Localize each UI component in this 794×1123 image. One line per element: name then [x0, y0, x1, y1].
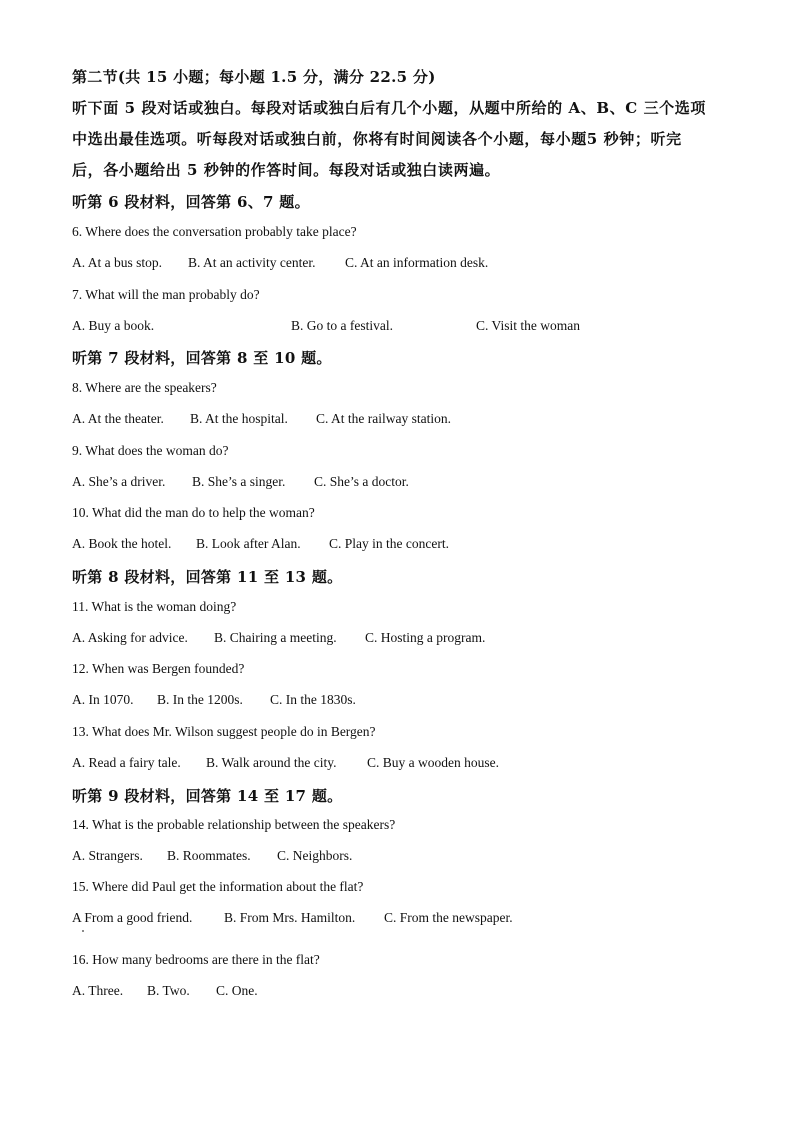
- option-6-c: C. At an information desk.: [345, 255, 489, 270]
- option-9-b: B. She’s a singer.: [192, 474, 286, 489]
- question-9: 9. What does the woman do?: [72, 443, 229, 458]
- instruction-line-1: 听下面 5 段对话或独白。每段对话或独白后有几个小题，从题中所给的 A、B、C 三个选项: [72, 99, 706, 117]
- option-8-b: B. At the hospital.: [190, 411, 288, 426]
- option-8-a: A. At the theater.: [72, 411, 164, 426]
- question-8: 8. Where are the speakers?: [72, 380, 217, 395]
- question-13: 13. What does Mr. Wilson suggest people do in Bergen?: [72, 724, 376, 739]
- group-heading-9: 听第 9 段材料，回答第 14 至 17 题。: [72, 787, 343, 805]
- question-6: 6. Where does the conversation probably take place?: [72, 224, 357, 239]
- option-15-b: B. From Mrs. Hamilton.: [224, 910, 356, 925]
- question-12: 12. When was Bergen founded?: [72, 661, 245, 676]
- question-16: 16. How many bedrooms are there in the flat?: [72, 952, 320, 967]
- instruction-line-3: 后，各小题给出 5 秒钟的作答时间。每段对话或独白读两遍。: [72, 161, 501, 179]
- option-13-b: B. Walk around the city.: [206, 755, 337, 770]
- option-12-b: B. In the 1200s.: [157, 692, 243, 707]
- option-14-a: A. Strangers.: [72, 848, 143, 863]
- option-9-c: C. She’s a doctor.: [314, 474, 409, 489]
- option-7-b: B. Go to a festival.: [291, 318, 393, 333]
- option-16-c: C. One.: [216, 983, 258, 998]
- stray-dot: [82, 930, 84, 932]
- instruction-line-2: 中选出最佳选项。听每段对话或独白前，你将有时间阅读各个小题，每小题5 秒钟；听完: [72, 130, 682, 148]
- option-13-c: C. Buy a wooden house.: [367, 755, 499, 770]
- question-10: 10. What did the man do to help the woman?: [72, 505, 315, 520]
- option-9-a: A. She’s a driver.: [72, 474, 166, 489]
- option-16-b: B. Two.: [147, 983, 190, 998]
- option-16-a: A. Three.: [72, 983, 124, 998]
- question-15: 15. Where did Paul get the information about the flat?: [72, 879, 364, 894]
- question-7: 7. What will the man probably do?: [72, 287, 260, 302]
- section-title: 第二节(共 15 小题；每小题 1.5 分，满分 22.5 分): [72, 68, 436, 86]
- option-14-c: C. Neighbors.: [277, 848, 353, 863]
- option-15-a: A From a good friend.: [72, 910, 193, 925]
- option-13-a: A. Read a fairy tale.: [72, 755, 181, 770]
- question-14: 14. What is the probable relationship between the speakers?: [72, 817, 396, 832]
- option-7-a: A. Buy a book.: [72, 318, 155, 333]
- option-7-c: C. Visit the woman: [476, 318, 580, 333]
- group-heading-6: 听第 6 段材料，回答第 6、7 题。: [72, 193, 310, 211]
- option-12-c: C. In the 1830s.: [270, 692, 356, 707]
- option-10-b: B. Look after Alan.: [196, 536, 301, 551]
- option-14-b: B. Roommates.: [167, 848, 251, 863]
- group-heading-8: 听第 8 段材料，回答第 11 至 13 题。: [72, 568, 343, 586]
- option-10-c: C. Play in the concert.: [329, 536, 449, 551]
- group-heading-7: 听第 7 段材料，回答第 8 至 10 题。: [72, 349, 332, 367]
- question-11: 11. What is the woman doing?: [72, 599, 237, 614]
- option-12-a: A. In 1070.: [72, 692, 134, 707]
- option-6-b: B. At an activity center.: [188, 255, 316, 270]
- option-11-a: A. Asking for advice.: [72, 630, 188, 645]
- option-11-b: B. Chairing a meeting.: [214, 630, 337, 645]
- option-10-a: A. Book the hotel.: [72, 536, 172, 551]
- option-6-a: A. At a bus stop.: [72, 255, 163, 270]
- option-15-c: C. From the newspaper.: [384, 910, 513, 925]
- option-8-c: C. At the railway station.: [316, 411, 451, 426]
- option-11-c: C. Hosting a program.: [365, 630, 486, 645]
